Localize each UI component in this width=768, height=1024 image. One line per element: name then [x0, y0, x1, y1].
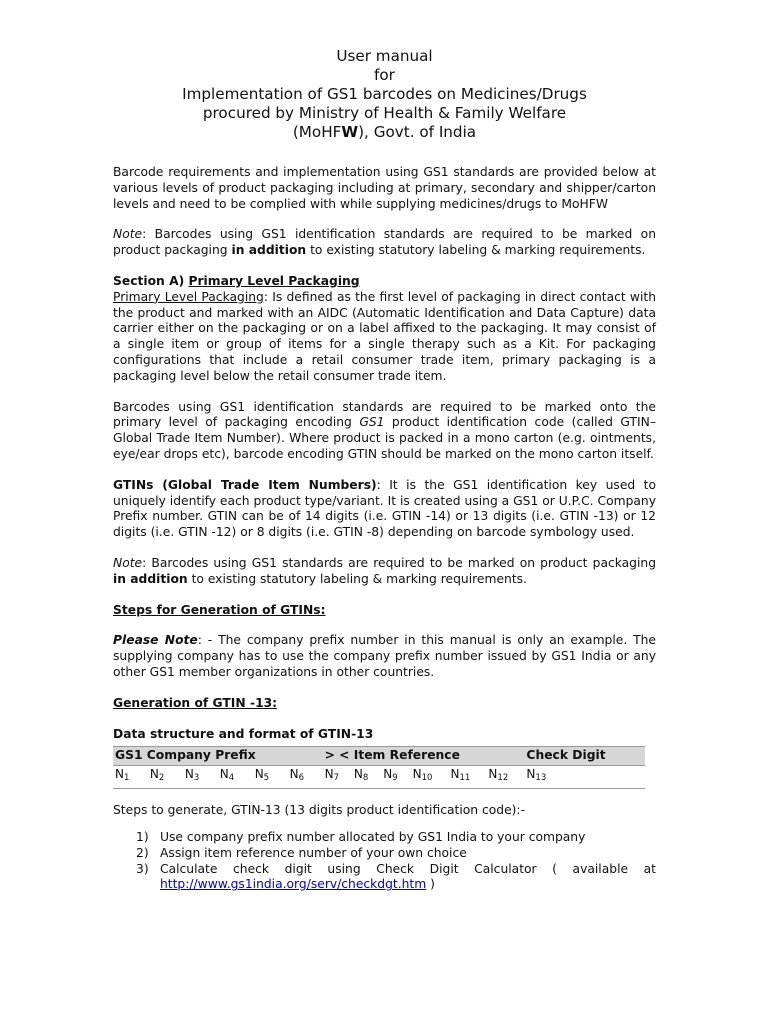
- check-digit-link[interactable]: http://www.gs1india.org/serv/checkdgt.htm: [160, 877, 427, 892]
- digit-cell: $N_4$: [218, 766, 253, 789]
- intro-paragraph: Barcode requirements and implementation using GS1 standards are provided below at various levels of product packaging including at primary, secondary and shipper/carton levels and need to be complied with while supplying medicines/drugs to MoHFW: [113, 165, 656, 211]
- digit-cell: $N_9$: [381, 766, 410, 789]
- item-reference-header: > < Item Reference: [323, 747, 525, 766]
- document-title: [113, 47, 656, 142]
- barcodes-paragraph: Barcodes using GS1 identification standards are required to be marked onto the primary level of packaging encoding GS1 product identification code (called GTIN– Global Trade Item Number). Where product is packed in a mono carton (e.g. ointments, eye/ear drops etc), barcode encoding GTIN should be marked on the mono carton itself.: [113, 399, 656, 461]
- please-note-paragraph: Please Note: - The company prefix number in this manual is only an example. The supplying company has to use the company prefix number issued by GS1 India or any other GS1 member organizations in other countries.: [113, 633, 656, 679]
- title-line-3: Implementation of GS1 barcodes on Medicines/Drugs: [182, 85, 587, 103]
- table-header-row: [113, 747, 645, 766]
- digit-cell: $N_{10}$: [411, 766, 449, 789]
- list-item: 3) Calculate check digit using Check Digit Calculator ( available at http://www.gs1india.org/serv/checkdgt.htm ): [136, 861, 656, 892]
- gtins-paragraph: GTINs (Global Trade Item Numbers): It is the GS1 identification key used to uniquely identify each product type/variant. It is created using a GS1 or U.P.C. Company Prefix number. GTIN can be of 14 digits (i.e. GTIN -14) or 13 digits (i.e. GTIN -13) or 12 digits (i.e. GTIN -12) or 8 digits (i.e. GTIN -8) depending on barcode symbology used.: [113, 477, 656, 540]
- title-line-4: procured by Ministry of Health & Family Welfare: [202, 104, 567, 122]
- digit-cell: $N_1$: [113, 766, 148, 789]
- note-paragraph-2: Note: Barcodes using GS1 standards are required to be marked on product packaging in addition to existing statutory labeling & marking requirements.: [113, 555, 656, 586]
- digit-row: [113, 766, 645, 789]
- digit-cell: $N_{11}$: [449, 766, 487, 789]
- steps-list: [113, 830, 656, 893]
- steps-heading: Steps for Generation of GTINs:: [113, 602, 326, 617]
- document-page: [113, 47, 656, 893]
- list-item: 2) Assign item reference number of your own choice: [136, 845, 467, 860]
- primary-packaging-definition: Primary Level Packaging: Is defined as the first level of packaging in direct contact with the product and marked with an AIDC (Automatic Identification and Data Capture) data carrier either on the packaging or on a label affixed to the packaging. It may consist of a single item or group of items for a single therapy such as a Kit. For packaging configurations that include a retail consumer trade item, primary packaging is a packaging level below the retail consumer trade item.: [113, 289, 656, 383]
- digit-cell: $N_7$: [323, 766, 352, 789]
- title-line-2: for: [374, 66, 395, 84]
- title-line-1: User manual: [336, 47, 433, 65]
- steps-intro: Steps to generate, GTIN-13 (13 digits product identification code):-: [113, 803, 526, 818]
- digit-cell: $N_6$: [288, 766, 323, 789]
- section-a-heading: Section A) Primary Level Packaging: [113, 273, 360, 288]
- gtin13-heading: Generation of GTIN -13:: [113, 695, 278, 710]
- digit-cell: $N_3$: [183, 766, 218, 789]
- check-digit-header: Check Digit: [524, 747, 645, 766]
- gtin13-structure-table: [113, 746, 645, 789]
- digit-cell: $N_{12}$: [486, 766, 524, 789]
- data-structure-heading: Data structure and format of GTIN-13: [113, 726, 374, 741]
- title-line-5: (MoHFW), Govt. of India: [292, 123, 477, 141]
- note-label: Note: [113, 227, 143, 242]
- list-item: 1) Use company prefix number allocated by GS1 India to your company: [136, 829, 586, 844]
- company-prefix-header: GS1 Company Prefix: [113, 747, 323, 766]
- digit-cell: $N_5$: [253, 766, 288, 789]
- digit-cell: $N_2$: [148, 766, 183, 789]
- digit-cell: $N_{13}$: [524, 766, 645, 789]
- digit-cell: $N_8$: [352, 766, 381, 789]
- note-paragraph-1: Note: Barcodes using GS1 identification standards are required to be marked on product packaging in addition to existing statutory labeling & marking requirements.: [113, 227, 656, 258]
